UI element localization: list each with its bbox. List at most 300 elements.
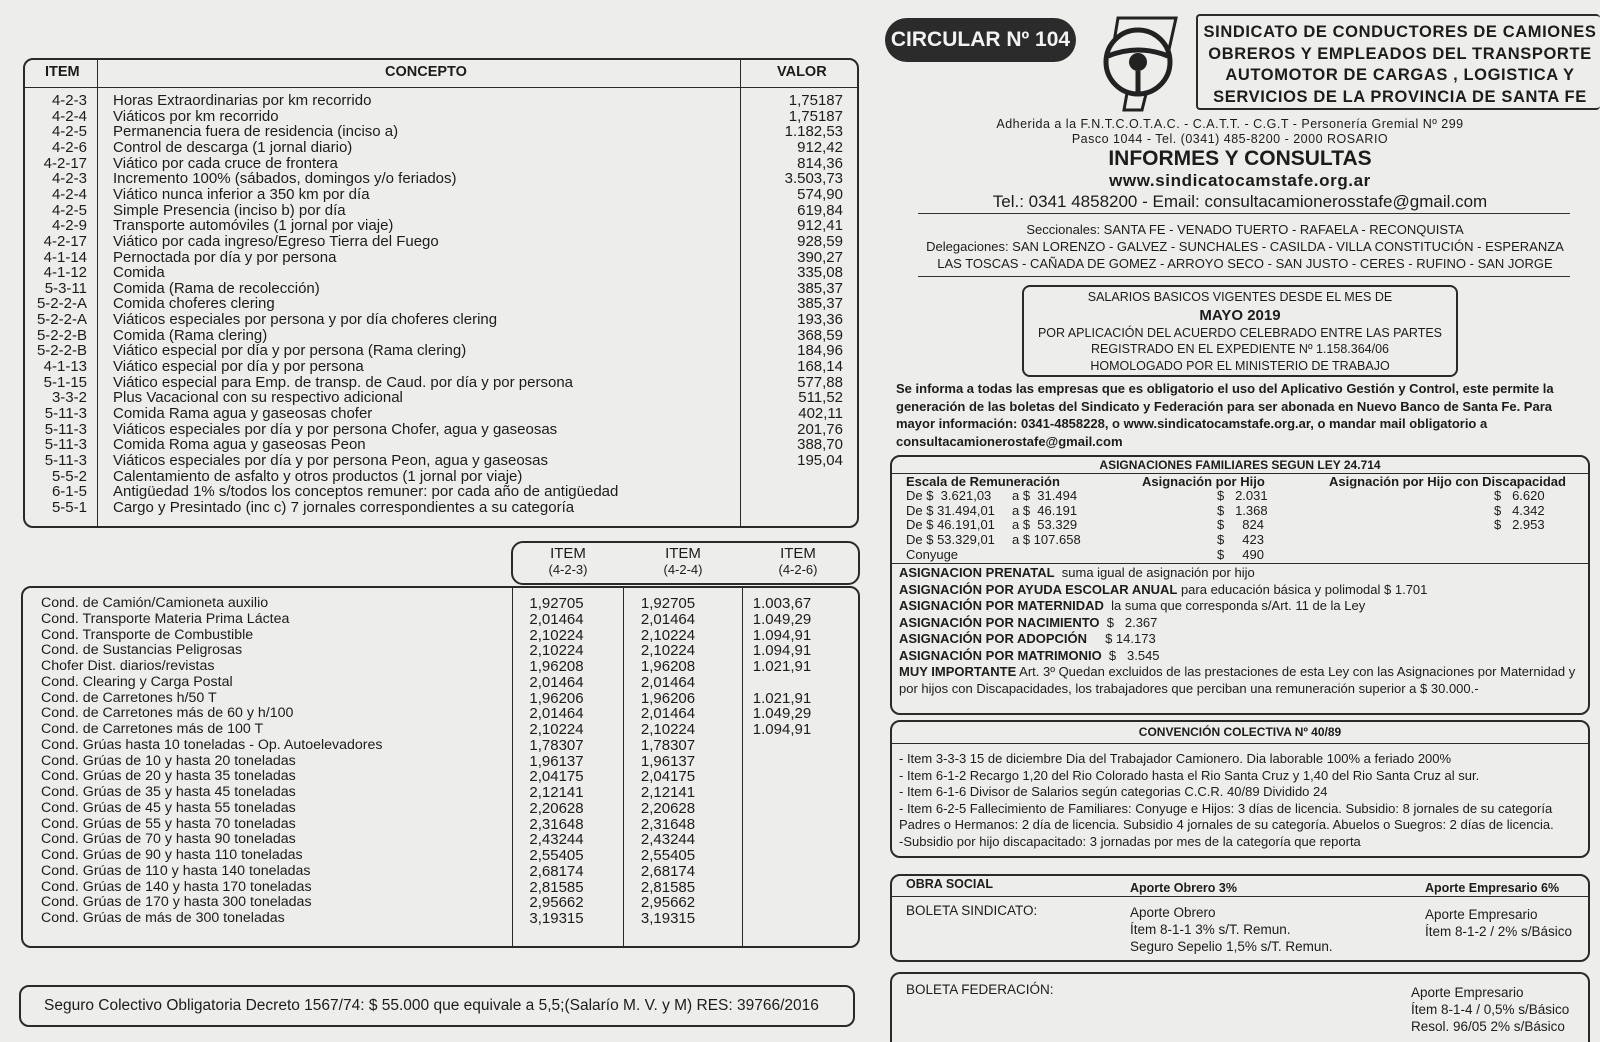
concept-text: Viático por cada ingreso/Egreso Tierra del Fuego bbox=[113, 232, 439, 250]
concept-text: Viáticos especiales por día y por persona Chofer, agua y gaseosas bbox=[113, 420, 558, 438]
col3-label: ITEM bbox=[780, 545, 816, 562]
salary-line5: HOMOLOGADO POR EL MINISTERIO DE TRABAJO bbox=[1090, 358, 1390, 373]
table-row bbox=[25, 343, 857, 359]
item-code: 3-3-2 bbox=[51, 389, 87, 407]
union-address: Pasco 1044 - Tel. (0341) 485-8200 - 2000 ROSARIO bbox=[1071, 132, 1389, 146]
asignacion-de: Conyuge bbox=[906, 546, 959, 562]
value: 193,36 bbox=[797, 311, 843, 329]
concept-text: Comida (Rama clering) bbox=[113, 326, 268, 344]
category-name: Cond. Grúas de 90 y hasta 110 toneladas bbox=[41, 847, 303, 863]
muy-importante-text: Art. 3º Quedan excluidos de las prestaciones de esta Ley con las Asignaciones por Maternidad y por hijos con Discapacidades, los trabajadores que perciban una remuneración superior a $ 30.000.- bbox=[899, 664, 1576, 696]
item-code: 5-11-3 bbox=[44, 420, 87, 438]
value: 1,75187 bbox=[788, 107, 843, 125]
category-name: Cond. Grúas de 170 y hasta 300 toneladas bbox=[41, 894, 312, 911]
item-code: 5-11-3 bbox=[44, 405, 87, 422]
item-4-2-6-value: 1.003,67 bbox=[752, 595, 812, 612]
concept-text: Viático especial por día y por persona (Rama clering) bbox=[113, 342, 467, 360]
item-code: 5-2-2-B bbox=[36, 342, 87, 360]
union-name-line: AUTOMOTOR DE CARGAS , LOGISTICA Y bbox=[1225, 66, 1575, 84]
concept-text: Comida choferes clering bbox=[113, 295, 275, 313]
table-row bbox=[25, 296, 857, 312]
asignacion-item bbox=[899, 598, 1579, 615]
asignacion-item-text: $ 3.545 bbox=[1101, 647, 1160, 663]
category-name: Cond. Grúas de 20 y hasta 35 toneladas bbox=[41, 768, 296, 785]
col1-label: ITEM bbox=[550, 545, 586, 562]
asignacion-item-text: la suma que corresponda s/Art. 11 de la Ley bbox=[1103, 598, 1366, 613]
table-row bbox=[23, 722, 858, 738]
item-4-2-4-value: 2,01464 bbox=[640, 705, 696, 723]
item-4-2-3-value: 2,01464 bbox=[529, 610, 584, 628]
item-4-2-6-value: 1.021,91 bbox=[752, 689, 812, 707]
concept-text: Permanencia fuera de residencia (inciso a) bbox=[113, 123, 399, 141]
value: 184,96 bbox=[797, 342, 843, 360]
item-4-2-4-value: 1,96137 bbox=[640, 752, 696, 770]
table-row bbox=[25, 140, 857, 156]
item-code: 4-2-5 bbox=[51, 123, 87, 141]
table-row bbox=[25, 156, 857, 172]
item-4-2-6-value: 1.021,91 bbox=[752, 658, 812, 675]
item-4-2-6-value: 1.094,91 bbox=[752, 642, 812, 660]
header-concepto: CONCEPTO bbox=[385, 64, 467, 80]
circular-number: CIRCULAR Nº 104 bbox=[890, 28, 1071, 51]
table-row bbox=[25, 484, 857, 500]
concept-text: Transporte automóviles (1 jornal por viaje) bbox=[113, 217, 394, 235]
asignacion-item-label: ASIGNACIÓN POR ADOPCIÓN bbox=[899, 631, 1088, 646]
table-row bbox=[25, 359, 857, 375]
item-code: 5-1-15 bbox=[43, 373, 87, 391]
concept-text: Comida bbox=[113, 264, 165, 282]
convencion-line: - Item 6-1-2 Recargo 1,20 del Rio Colorado hasta el Rio Santa Cruz y 1,40 del Rio Santa Cruz al sur. bbox=[899, 767, 1480, 783]
aporte-empresario-header: Aporte Empresario 6% bbox=[1425, 881, 1560, 895]
item-4-2-3-value: 2,55405 bbox=[529, 847, 584, 864]
concept-text: Cargo y Presintado (inc c) 7 jornales correspondientes a su categoría bbox=[113, 498, 575, 516]
asignacion-item bbox=[899, 582, 1579, 599]
value: 928,59 bbox=[797, 232, 843, 250]
delegaciones-line2: LAS TOSCAS - CAÑADA DE GOMEZ - ARROYO SECO - SAN JUSTO - CERES - RUFINO - SAN JORGE bbox=[937, 256, 1553, 271]
category-name: Cond. Transporte Materia Prima Láctea bbox=[41, 610, 290, 627]
item-4-2-4-value: 2,43244 bbox=[640, 831, 696, 849]
table-row bbox=[25, 469, 857, 485]
delegaciones-line1: Delegaciones: SAN LORENZO - GALVEZ - SUNCHALES - CASILDA - VILLA CONSTITUCIÓN - ESPERANZA bbox=[926, 239, 1564, 254]
union-affiliation: Adherida a la F.N.T.C.O.T.A.C. - C.A.T.T. - C.G.T - Personería Gremial Nº 299 bbox=[996, 117, 1464, 131]
item-4-2-3-value: 2,12141 bbox=[529, 784, 584, 801]
col-discapacidad: Asignación por Hijo con Discapacidad bbox=[1329, 474, 1566, 489]
item-4-2-3-value: 2,81585 bbox=[529, 878, 584, 896]
seguro-text: Seguro Colectivo Obligatoria Decreto 1567/74: $ 55.000 que equivale a 5,5;(Salarío M. V. y M) RES: 39766/2016 bbox=[44, 997, 819, 1014]
obra-social-box bbox=[890, 874, 1590, 962]
category-name: Cond. de Carretones h/50 T bbox=[41, 689, 217, 706]
item-4-2-3-value: 2,10224 bbox=[529, 721, 584, 738]
col1-code: (4-2-3) bbox=[548, 562, 588, 577]
obra-social-title: OBRA SOCIAL bbox=[906, 877, 994, 891]
item-code: 4-1-14 bbox=[43, 248, 87, 266]
table-row bbox=[23, 880, 858, 896]
convencion-line: Padres o Hermanos: 2 día de licencia. Subsidio 4 jornales de su categoría. Abuelos o Suegros: 2 días de licencia. bbox=[899, 817, 1554, 832]
item-4-2-3-value: 2,43244 bbox=[529, 831, 584, 849]
item-code: 4-2-4 bbox=[51, 185, 87, 203]
category-name: Cond. Grúas de más de 300 toneladas bbox=[41, 910, 285, 926]
asignacion-a: a $ 53.329 bbox=[1012, 517, 1078, 533]
item-4-2-4-value: 2,10224 bbox=[640, 721, 696, 738]
fed-empresario-line: Aporte Empresario bbox=[1411, 985, 1524, 1000]
asignacion-row bbox=[892, 548, 1588, 563]
item-code: 6-1-5 bbox=[51, 483, 87, 501]
asignacion-disc: $ 4.342 bbox=[1494, 502, 1545, 518]
category-name: Cond. Grúas hasta 10 toneladas - Op. Autoelevadores bbox=[41, 736, 383, 753]
sind-empresario-line: Aporte Empresario bbox=[1425, 907, 1538, 922]
union-name-box bbox=[1196, 14, 1600, 110]
salary-line1: SALARIOS BASICOS VIGENTES DESDE EL MES DE bbox=[1087, 290, 1393, 304]
table-row bbox=[25, 375, 857, 391]
table-row bbox=[25, 406, 857, 422]
col-escala: Escala de Remuneración bbox=[906, 474, 1060, 489]
concept-text: Pernoctada por día y por persona bbox=[113, 248, 337, 266]
concept-text: Viáticos por km recorrido bbox=[113, 107, 279, 125]
table-row bbox=[25, 281, 857, 297]
category-name: Cond. Grúas de 55 y hasta 70 toneladas bbox=[41, 815, 296, 832]
item-4-2-6-value: 1.094,91 bbox=[752, 626, 812, 644]
union-name-line: SERVICIOS DE LA PROVINCIA DE SANTA FE bbox=[1213, 87, 1587, 106]
divider bbox=[918, 276, 1570, 277]
value: 912,41 bbox=[797, 217, 843, 235]
item-code: 5-11-3 bbox=[44, 436, 87, 454]
item-4-2-3-value: 1,96208 bbox=[529, 658, 584, 675]
asignacion-item-label: ASIGNACION PRENATAL bbox=[899, 565, 1055, 580]
notice-text: Se informa a todas las empresas que es obligatorio el uso del Aplicativo Gestión y Control, este permite la generación de las boletas del Sindicato y Federación para ser abonada en Nuevo Banco de Santa Fe. Para mayor información: 0341-4858228, o www.sindicatocamstafe.org.ar, o mandar mail obligatorio a consultacamionerostafe@gmail.com bbox=[896, 381, 1554, 449]
value: 201,76 bbox=[797, 420, 843, 438]
concept-text: Comida (Rama de recolección) bbox=[113, 279, 320, 297]
item-4-2-3-value: 1,96206 bbox=[529, 689, 584, 707]
seccionales: Seccionales: SANTA FE - VENADO TUERTO - RAFAELA - RECONQUISTA bbox=[1026, 222, 1464, 237]
circular-badge bbox=[885, 18, 1076, 62]
asignacion-a: a $ 31.494 bbox=[1012, 488, 1078, 503]
sind-obrero-line: Ítem 8-1-1 3% s/T. Remun. bbox=[1130, 922, 1291, 937]
concept-text: Control de descarga (1 jornal diario) bbox=[113, 138, 353, 156]
item-code: 4-1-13 bbox=[43, 358, 87, 376]
table-row bbox=[23, 911, 858, 927]
table-row bbox=[23, 628, 858, 644]
value: 3.503,73 bbox=[784, 170, 843, 188]
asignacion-de: De $ 53.329,01 bbox=[906, 532, 995, 548]
category-name: Chofer Dist. diarios/revistas bbox=[41, 658, 215, 674]
concept-text: Viático por cada cruce de frontera bbox=[113, 154, 338, 172]
value: 368,59 bbox=[797, 326, 843, 344]
category-name: Cond. Grúas de 45 y hasta 55 toneladas bbox=[41, 799, 296, 816]
value: 385,37 bbox=[797, 279, 843, 297]
divider bbox=[918, 213, 1570, 214]
asignacion-hijo: $ 423 bbox=[1217, 532, 1264, 548]
salary-month: MAYO 2019 bbox=[1199, 306, 1281, 324]
convencion-lines bbox=[899, 751, 1589, 850]
value: 385,37 bbox=[797, 295, 843, 313]
category-name: Cond. Clearing y Carga Postal bbox=[41, 673, 233, 690]
value: 195,04 bbox=[797, 451, 843, 469]
concept-text: Viáticos especiales por día y por persona Peon, agua y gaseosas bbox=[113, 451, 548, 469]
item-4-2-3-value: 1,92705 bbox=[529, 595, 584, 612]
asignacion-item-label: ASIGNACIÓN POR MATRIMONIO bbox=[899, 647, 1102, 663]
item-4-2-4-value: 2,55405 bbox=[640, 847, 696, 864]
concept-text: Comida Rama agua y gaseosas chofer bbox=[113, 405, 373, 422]
table-row bbox=[23, 769, 858, 785]
asignacion-hijo: $ 490 bbox=[1217, 546, 1264, 562]
value: 388,70 bbox=[797, 436, 843, 454]
boleta-federacion-label: BOLETA FEDERACIÓN: bbox=[906, 982, 1054, 997]
item-code: 4-2-3 bbox=[51, 92, 87, 109]
table-row bbox=[25, 187, 857, 203]
item-4-2-3-value: 2,68174 bbox=[529, 862, 584, 880]
union-name-line: OBREROS Y EMPLEADOS DEL TRANSPORTE bbox=[1208, 44, 1592, 63]
item-4-2-4-value: 3,19315 bbox=[640, 910, 696, 927]
asignacion-item-text: $ 2.367 bbox=[1099, 614, 1158, 630]
item-code: 5-5-2 bbox=[51, 467, 87, 485]
asignacion-de: De $ 31.494,01 bbox=[906, 502, 995, 518]
asignacion-row bbox=[892, 504, 1588, 519]
concept-text: Viático especial para Emp. de transp. de Caud. por día y por persona bbox=[113, 373, 573, 391]
asignacion-item bbox=[899, 565, 1579, 582]
convencion-title: CONVENCIÓN COLECTIVA Nº 40/89 bbox=[1138, 725, 1342, 739]
asignacion-a: a $ 46.191 bbox=[1012, 502, 1078, 518]
asignacion-row bbox=[892, 533, 1588, 548]
concept-text: Viático especial por día y por persona bbox=[113, 358, 364, 376]
item-4-2-4-value: 1,96208 bbox=[640, 658, 696, 675]
table-row bbox=[25, 250, 857, 266]
item-4-2-4-value: 2,31648 bbox=[640, 815, 696, 833]
category-name: Cond. de Sustancias Peligrosas bbox=[41, 642, 243, 659]
asignacion-item bbox=[899, 615, 1579, 632]
item-4-2-4-value: 2,04175 bbox=[640, 768, 696, 786]
asignacion-disc: $ 2.953 bbox=[1494, 517, 1545, 533]
convencion-line: - Item 3-3-3 15 de diciembre Dia del Trabajador Camionero. Dia laborable 100% a feriado 200% bbox=[899, 751, 1452, 766]
concept-text: Incremento 100% (sábados, domingos y/o feriados) bbox=[113, 170, 457, 188]
table-row bbox=[23, 785, 858, 801]
table-row bbox=[23, 643, 858, 659]
col-hijo: Asignación por Hijo bbox=[1142, 474, 1265, 489]
item-code: 5-11-3 bbox=[44, 451, 87, 469]
convencion-line: - Item 6-2-5 Fallecimiento de Familiares: Conyuge e Hijos: 3 días de licencia. Subsidio: 8 jornales de su categoría bbox=[899, 800, 1553, 816]
boleta-sindicato-label: BOLETA SINDICATO: bbox=[906, 903, 1038, 918]
item-4-2-3-value: 2,10224 bbox=[529, 626, 584, 644]
table-row bbox=[23, 801, 858, 817]
aporte-obrero-header: Aporte Obrero 3% bbox=[1130, 881, 1237, 895]
category-name: Cond. Grúas de 10 y hasta 20 toneladas bbox=[41, 752, 296, 769]
value: 390,27 bbox=[797, 248, 843, 266]
item-4-2-3-value: 2,31648 bbox=[529, 815, 584, 833]
table-row bbox=[23, 691, 858, 707]
table-row bbox=[23, 895, 858, 911]
concept-text: Antigüedad 1% s/todos los conceptos remuner: por cada año de antigüedad bbox=[113, 483, 619, 501]
fed-empresario-line: Ítem 8-1-4 / 0,5% s/Básico bbox=[1411, 1002, 1570, 1017]
item-code: 4-2-17 bbox=[43, 154, 87, 172]
table-row bbox=[25, 328, 857, 344]
table-row bbox=[25, 218, 857, 234]
table-row bbox=[25, 265, 857, 281]
asignacion-hijo: $ 1.368 bbox=[1217, 502, 1268, 518]
header-item: ITEM bbox=[45, 64, 80, 80]
table-row bbox=[23, 738, 858, 754]
item-code: 4-2-9 bbox=[51, 217, 87, 235]
salary-box bbox=[1022, 285, 1458, 377]
table-row bbox=[25, 93, 857, 109]
item-4-2-4-value: 2,10224 bbox=[640, 626, 696, 644]
category-name: Cond. Grúas de 110 y hasta 140 toneladas bbox=[41, 862, 311, 879]
table-row bbox=[23, 864, 858, 880]
item-4-2-3-value: 2,04175 bbox=[529, 768, 584, 786]
item-code: 5-3-11 bbox=[44, 279, 87, 297]
asignacion-de: De $ 3.621,03 bbox=[906, 488, 992, 503]
category-name: Cond. de Camión/Camioneta auxilio bbox=[41, 595, 269, 611]
category-table-header bbox=[511, 541, 860, 585]
category-name: Cond. Grúas de 35 y hasta 45 toneladas bbox=[41, 784, 296, 800]
convencion-line: - Item 6-1-6 Divisor de Salarios según categorias C.C.R. 40/89 Dividido 24 bbox=[899, 784, 1328, 799]
asignaciones-box bbox=[890, 455, 1590, 715]
table-row bbox=[23, 848, 858, 864]
item-4-2-4-value: 2,81585 bbox=[640, 878, 696, 896]
item-4-2-4-value: 2,01464 bbox=[640, 610, 696, 628]
value: 402,11 bbox=[798, 405, 843, 422]
table-row bbox=[23, 817, 858, 833]
item-code: 5-5-1 bbox=[51, 498, 87, 516]
item-code: 4-2-6 bbox=[51, 138, 87, 156]
muy-importante-label: MUY IMPORTANTE bbox=[899, 664, 1017, 679]
value: 577,88 bbox=[797, 373, 843, 391]
table-row bbox=[23, 832, 858, 848]
item-code: 5-2-2-B bbox=[36, 326, 87, 344]
sind-obrero-line: Aporte Obrero bbox=[1130, 905, 1216, 920]
value: 574,90 bbox=[797, 185, 843, 203]
item-4-2-3-value: 3,19315 bbox=[529, 910, 584, 927]
asignacion-item-label: ASIGNACIÓN POR AYUDA ESCOLAR ANUAL bbox=[899, 581, 1178, 597]
boleta-federacion-box bbox=[890, 972, 1590, 1042]
table-row bbox=[23, 754, 858, 770]
asignacion-disc: $ 6.620 bbox=[1494, 488, 1545, 503]
asignacion-item-text: $ 14.173 bbox=[1087, 631, 1156, 646]
value: 1,75187 bbox=[788, 92, 843, 109]
info-website[interactable]: www.sindicatocamstafe.org.ar bbox=[1109, 171, 1371, 190]
col2-code: (4-2-4) bbox=[663, 562, 703, 577]
col3-code: (4-2-6) bbox=[778, 562, 818, 577]
value: 814,36 bbox=[797, 154, 843, 172]
fed-empresario-line: Resol. 96/05 2% s/Básico bbox=[1411, 1019, 1565, 1034]
table-row bbox=[23, 675, 858, 691]
salary-line4: REGISTRADO EN EL EXPEDIENTE Nº 1.158.364/06 bbox=[1091, 342, 1389, 356]
seguro-box bbox=[19, 985, 855, 1027]
item-4-2-3-value: 2,10224 bbox=[529, 642, 584, 660]
asignacion-item-label: ASIGNACIÓN POR NACIMIENTO bbox=[899, 614, 1100, 630]
item-4-2-4-value: 1,96206 bbox=[640, 689, 696, 707]
table-row bbox=[25, 203, 857, 219]
table-row bbox=[23, 659, 858, 675]
item-4-2-4-value: 1,92705 bbox=[640, 595, 696, 612]
item-code: 4-2-17 bbox=[43, 232, 87, 250]
asignacion-de: De $ 46.191,01 bbox=[906, 517, 995, 533]
table-row bbox=[25, 422, 857, 438]
asignacion-item-text: para educación básica y polimodal $ 1.701 bbox=[1177, 581, 1428, 597]
sind-obrero-line: Seguro Sepelio 1,5% s/T. Remun. bbox=[1130, 939, 1333, 954]
asignacion-item-text: suma igual de asignación por hijo bbox=[1054, 565, 1255, 580]
table-row bbox=[23, 706, 858, 722]
item-4-2-3-value: 2,01464 bbox=[529, 673, 584, 691]
category-name: Cond. Grúas de 70 y hasta 90 toneladas bbox=[41, 831, 296, 848]
table-row bbox=[25, 312, 857, 328]
item-4-2-3-value: 2,20628 bbox=[529, 799, 584, 817]
category-name: Cond. de Carretones más de 100 T bbox=[41, 721, 264, 737]
table-row bbox=[25, 171, 857, 187]
value: 619,84 bbox=[797, 201, 843, 219]
convencion-box bbox=[890, 720, 1590, 858]
table-row bbox=[25, 453, 857, 469]
info-contact: Tel.: 0341 4858200 - Email: consultacamionerosstafe@gmail.com bbox=[992, 192, 1488, 211]
item-4-2-6-value: 1.049,29 bbox=[752, 610, 812, 628]
concept-text: Comida Roma agua y gaseosas Peon bbox=[113, 436, 366, 454]
item-4-2-4-value: 2,10224 bbox=[640, 642, 696, 660]
asignacion-a: a $ 107.658 bbox=[1012, 532, 1081, 548]
item-4-2-3-value: 1,78307 bbox=[529, 736, 584, 754]
asignacion-hijo: $ 824 bbox=[1217, 517, 1264, 533]
asignacion-item-label: ASIGNACIÓN POR MATERNIDAD bbox=[899, 598, 1104, 613]
asignacion-item bbox=[899, 631, 1579, 648]
asignacion-row bbox=[892, 518, 1588, 533]
concept-text: Calentamiento de asfalto y otros productos (1 jornal por viaje) bbox=[113, 467, 523, 485]
item-4-2-6-value: 1.049,29 bbox=[752, 705, 812, 723]
item-4-2-4-value: 2,01464 bbox=[640, 673, 696, 691]
muy-importante bbox=[899, 664, 1579, 697]
header-valor: VALOR bbox=[777, 64, 827, 80]
item-4-2-4-value: 1,78307 bbox=[640, 736, 696, 754]
value: 912,42 bbox=[797, 138, 843, 156]
union-name-line: SINDICATO DE CONDUCTORES DE CAMIONES bbox=[1203, 23, 1597, 41]
item-code: 4-2-3 bbox=[51, 170, 87, 188]
table-row bbox=[25, 234, 857, 250]
items-table bbox=[23, 58, 859, 528]
item-code: 5-2-2-A bbox=[36, 295, 87, 313]
item-code: 5-2-2-A bbox=[36, 311, 87, 329]
item-code: 4-2-4 bbox=[51, 107, 87, 125]
table-row bbox=[25, 500, 857, 516]
item-code: 4-2-5 bbox=[51, 201, 87, 219]
convencion-line: -Subsidio por hijo discapacitado: 3 jornadas por mes de la categoría que reporta bbox=[899, 833, 1361, 849]
sind-empresario-line: Ítem 8-1-2 / 2% s/Básico bbox=[1425, 924, 1573, 939]
concept-text: Viáticos especiales por persona y por día choferes clering bbox=[113, 311, 498, 329]
value: 1.182,53 bbox=[784, 123, 843, 141]
value: 168,14 bbox=[797, 358, 843, 376]
concept-text: Plus Vacacional con su respectivo adicional bbox=[113, 389, 403, 407]
category-name: Cond. Grúas de 140 y hasta 170 toneladas bbox=[41, 878, 312, 895]
table-row bbox=[25, 124, 857, 140]
table-row bbox=[23, 612, 858, 628]
asignacion-hijo: $ 2.031 bbox=[1217, 488, 1268, 503]
asignacion-item bbox=[899, 648, 1579, 665]
item-4-2-3-value: 2,01464 bbox=[529, 705, 584, 723]
item-4-2-4-value: 2,68174 bbox=[640, 862, 696, 880]
asignacion-row bbox=[892, 489, 1588, 504]
category-name: Cond. de Carretones más de 60 y h/100 bbox=[41, 705, 294, 722]
item-4-2-4-value: 2,12141 bbox=[640, 784, 696, 801]
category-table bbox=[21, 586, 860, 948]
table-row bbox=[25, 109, 857, 125]
item-4-2-4-value: 2,20628 bbox=[640, 799, 696, 817]
concept-text: Viático nunca inferior a 350 km por día bbox=[113, 185, 370, 203]
concept-text: Simple Presencia (inciso b) por día bbox=[113, 201, 346, 219]
table-row bbox=[23, 596, 858, 612]
table-row bbox=[25, 437, 857, 453]
steering-wheel-logo-icon bbox=[1098, 14, 1182, 114]
item-4-2-6-value: 1.094,91 bbox=[752, 721, 812, 738]
category-name: Cond. Transporte de Combustible bbox=[41, 626, 254, 643]
value: 335,08 bbox=[797, 264, 843, 282]
asignaciones-title: ASIGNACIONES FAMILIARES SEGUN LEY 24.714 bbox=[1099, 458, 1381, 472]
col2-label: ITEM bbox=[665, 545, 701, 562]
asignaciones-items bbox=[899, 565, 1579, 697]
